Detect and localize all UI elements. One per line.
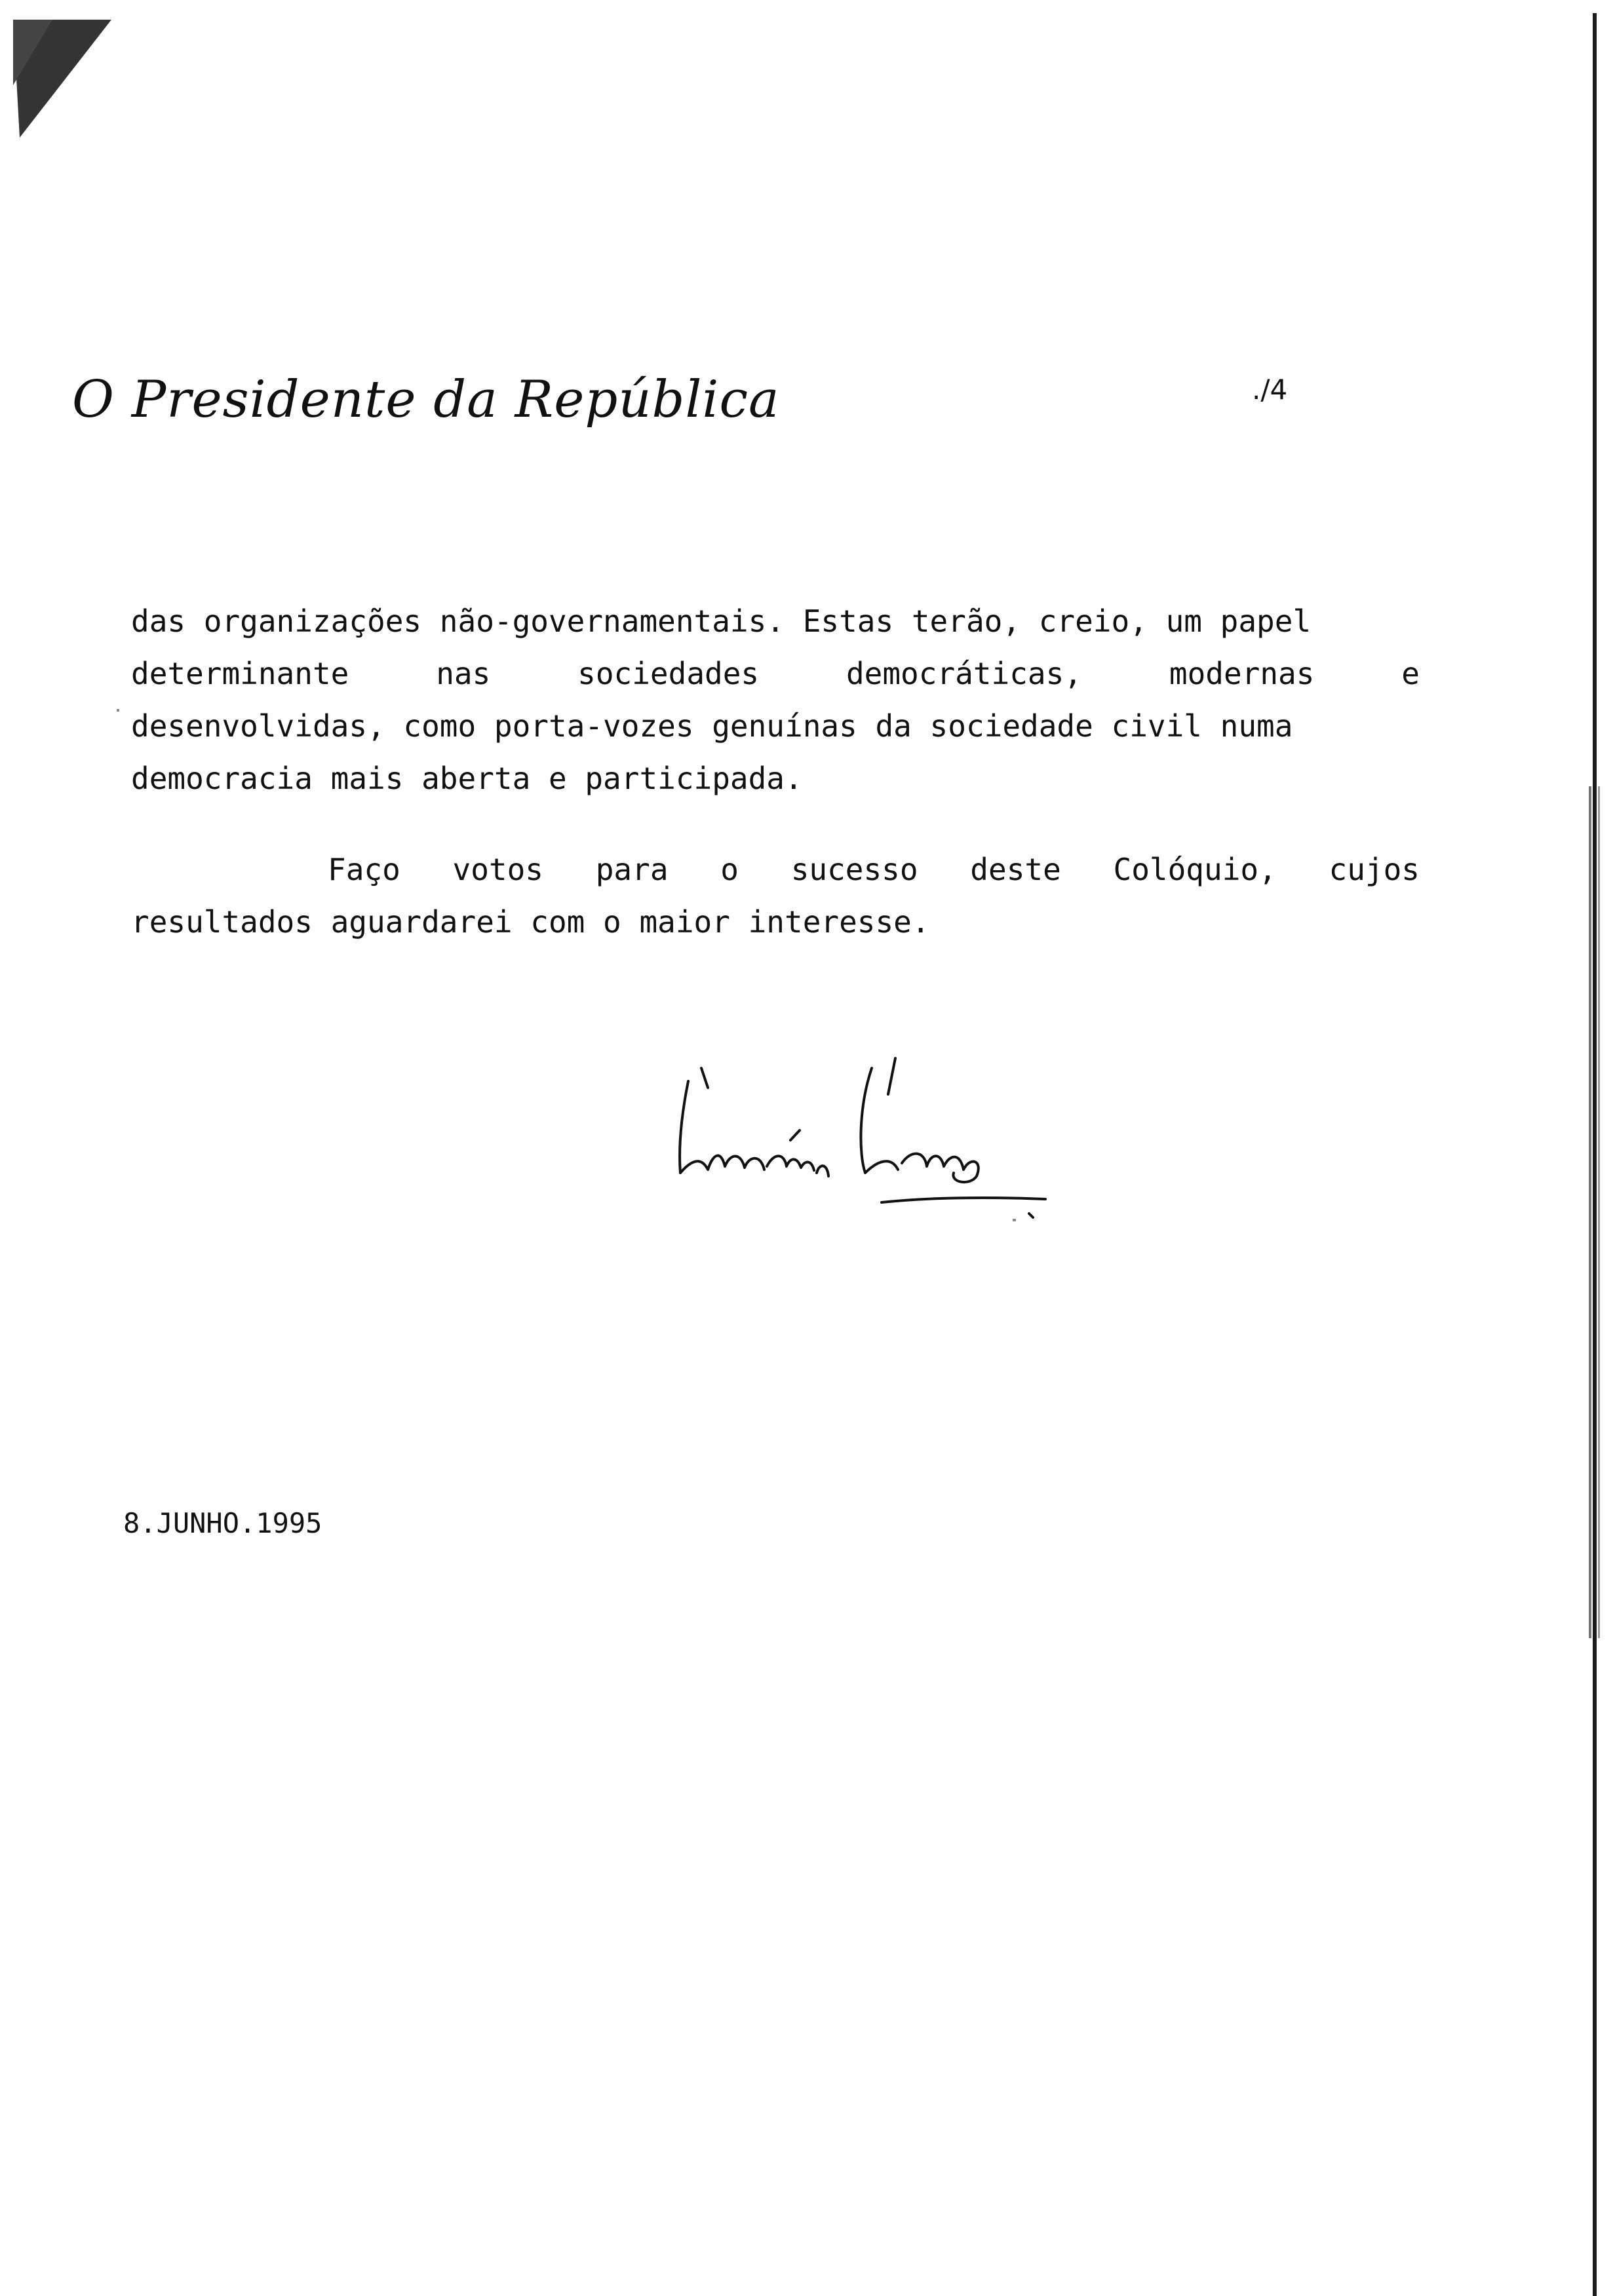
handwritten-signature: [662, 1042, 1068, 1238]
paragraph-line: Faço votos para o sucesso deste Colóquio, cujos: [328, 852, 1420, 887]
scan-speck: [117, 709, 119, 712]
paragraph-line: resultados aguardarei com o maior interesse.: [131, 904, 930, 940]
paragraph-line: desenvolvidas, como porta-vozes genuínas da sociedade civil numa: [131, 708, 1293, 744]
paragraph-2: [131, 843, 1420, 948]
page-number: ./4: [1252, 373, 1288, 406]
scan-corner-mark: [13, 7, 118, 138]
scan-speck: [1013, 1219, 1016, 1221]
paragraph-line: determinante nas sociedades democráticas, modernas e: [131, 656, 1420, 691]
document-date: 8.JUNHO.1995: [123, 1507, 322, 1539]
paragraph-line: democracia mais aberta e participada.: [131, 761, 803, 796]
paragraph-1: [131, 595, 1420, 805]
letterhead-title: O Presidente da República: [72, 370, 780, 429]
paragraph-line: das organizações não-governamentais. Estas terão, creio, um papel: [131, 603, 1312, 639]
scan-right-edge: [1580, 13, 1606, 2296]
